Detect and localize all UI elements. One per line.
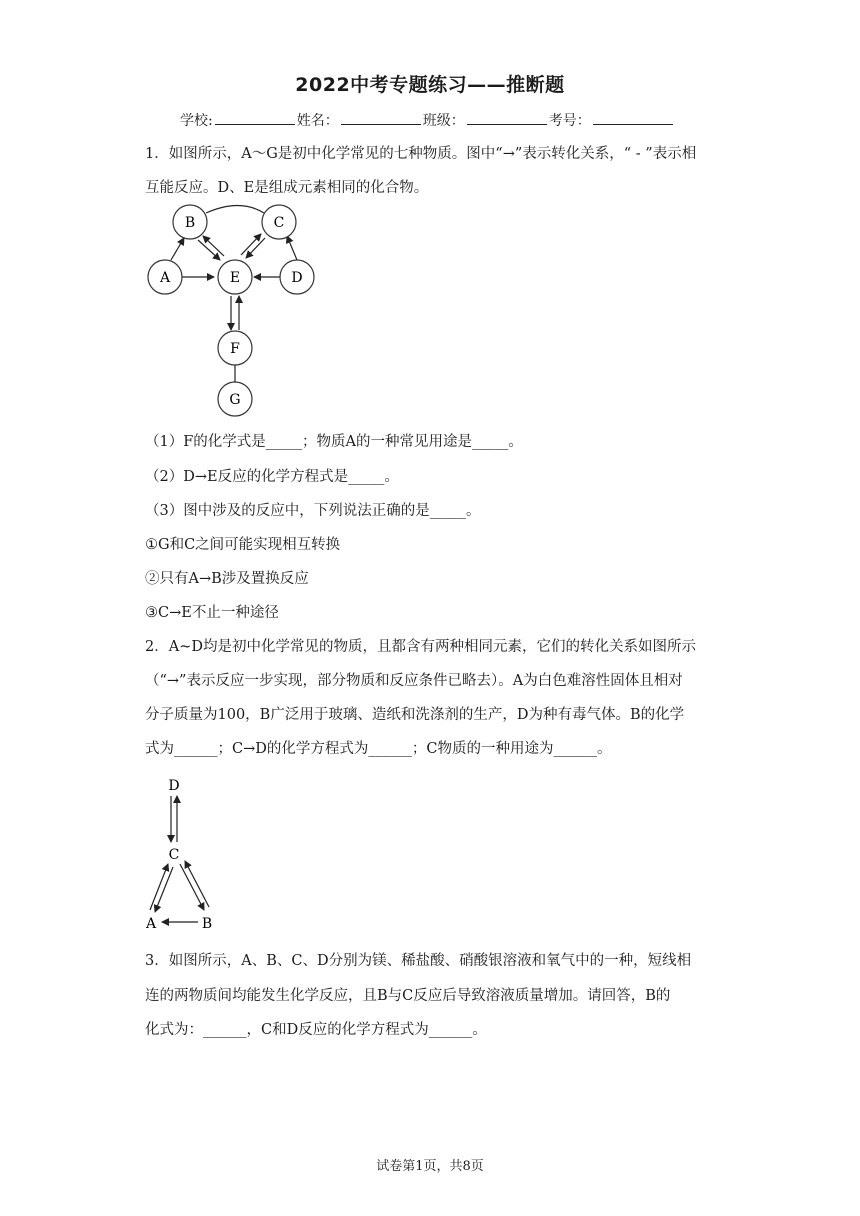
- svg-text:E: E: [229, 270, 241, 286]
- q1-node-c: [262, 205, 296, 239]
- q2-relation-diagram: [140, 772, 230, 934]
- school-blank: [215, 110, 295, 125]
- q1-node-a: [148, 260, 182, 294]
- q2-label-a: A: [145, 916, 157, 932]
- q2-label-c: C: [168, 847, 180, 863]
- q2-line1: 2．A~D均是初中化学常见的物质，且都含有两种相同元素，它们的转化关系如图所示: [145, 639, 696, 655]
- q1-arrow-d-c: [287, 236, 297, 260]
- svg-text:A: A: [159, 270, 171, 286]
- svg-text:G: G: [229, 392, 241, 408]
- school-label: 学校:: [180, 113, 213, 129]
- q3-line1: 3．如图所示，A、B、C、D分别为镁、稀盐酸、硝酸银溶液和氧气中的一种，短线相: [145, 953, 692, 969]
- q1-option-1: ①G和C之间可能实现相互转换: [145, 537, 341, 553]
- class-blank: [467, 110, 547, 125]
- q1-node-f: [218, 331, 252, 365]
- svg-text:C: C: [273, 215, 285, 231]
- q1-arrow-e-b: [203, 236, 224, 256]
- q1-arrow-b-e: [198, 240, 220, 260]
- q1-node-d: [280, 260, 314, 294]
- q1-link-b-c: [206, 206, 264, 214]
- svg-text:D: D: [291, 270, 303, 286]
- q2-line3: 分子质量为100，B广泛用于玻璃、造纸和洗涤剂的生产，D为种有毒气体。B的化学: [145, 707, 685, 723]
- q2-label-d: D: [168, 778, 180, 794]
- q2-arrow-c-b: [180, 864, 204, 910]
- class-label: 班级：: [422, 113, 465, 129]
- q1-arrow-c-e: [246, 238, 265, 258]
- name-label: 姓名：: [296, 113, 339, 129]
- q1-sub3: （3）图中涉及的反应中，下列说法正确的是_____。: [145, 503, 481, 519]
- name-blank: [341, 110, 421, 125]
- q1-sub2: （2）D→E反应的化学方程式是_____。: [145, 469, 399, 485]
- q2-label-b: B: [201, 916, 213, 932]
- q1-arrow-a-b: [171, 238, 184, 260]
- svg-text:F: F: [230, 341, 240, 357]
- q3-line2: 连的两物质间均能发生化学反应，且B与C反应后导致溶液质量增加。请回答，B的: [145, 988, 671, 1004]
- q1-relation-diagram: [140, 200, 320, 420]
- page-title: 2022中考专题练习——推断题: [295, 74, 565, 96]
- q2-line2: （“→”表示反应一步实现，部分物质和反应条件已略去）。A为白色难溶性固体且相对: [145, 673, 683, 689]
- q1-stem-line2: 互能反应。D、E是组成元素相同的化合物。: [145, 180, 429, 196]
- q1-sub1: （1）F的化学式是_____；物质A的一种常见用途是_____。: [145, 434, 523, 450]
- q2-arrow-b-c: [185, 861, 209, 907]
- student-info-line: [180, 110, 675, 130]
- page-footer: 试卷第1页，共8页: [376, 1159, 484, 1174]
- exam-no-blank: [593, 110, 673, 125]
- svg-text:B: B: [184, 215, 196, 231]
- q1-option-2: ②只有A→B涉及置换反应: [145, 571, 309, 587]
- q3-line3: 化式为：______，C和D反应的化学方程式为______。: [145, 1022, 487, 1038]
- q2-line4: 式为______；C→D的化学方程式为______；C物质的一种用途为______。: [145, 741, 612, 757]
- exam-no-label: 考号：: [548, 113, 591, 129]
- q1-option-3: ③C→E不止一种途径: [145, 605, 279, 621]
- q1-stem-line1: 1．如图所示，A～G是初中化学常见的七种物质。图中“→”表示转化关系，“ - ”表示相: [145, 146, 697, 162]
- q1-node-e: [218, 260, 252, 294]
- q1-node-g: [218, 382, 252, 416]
- q1-node-b: [173, 205, 207, 239]
